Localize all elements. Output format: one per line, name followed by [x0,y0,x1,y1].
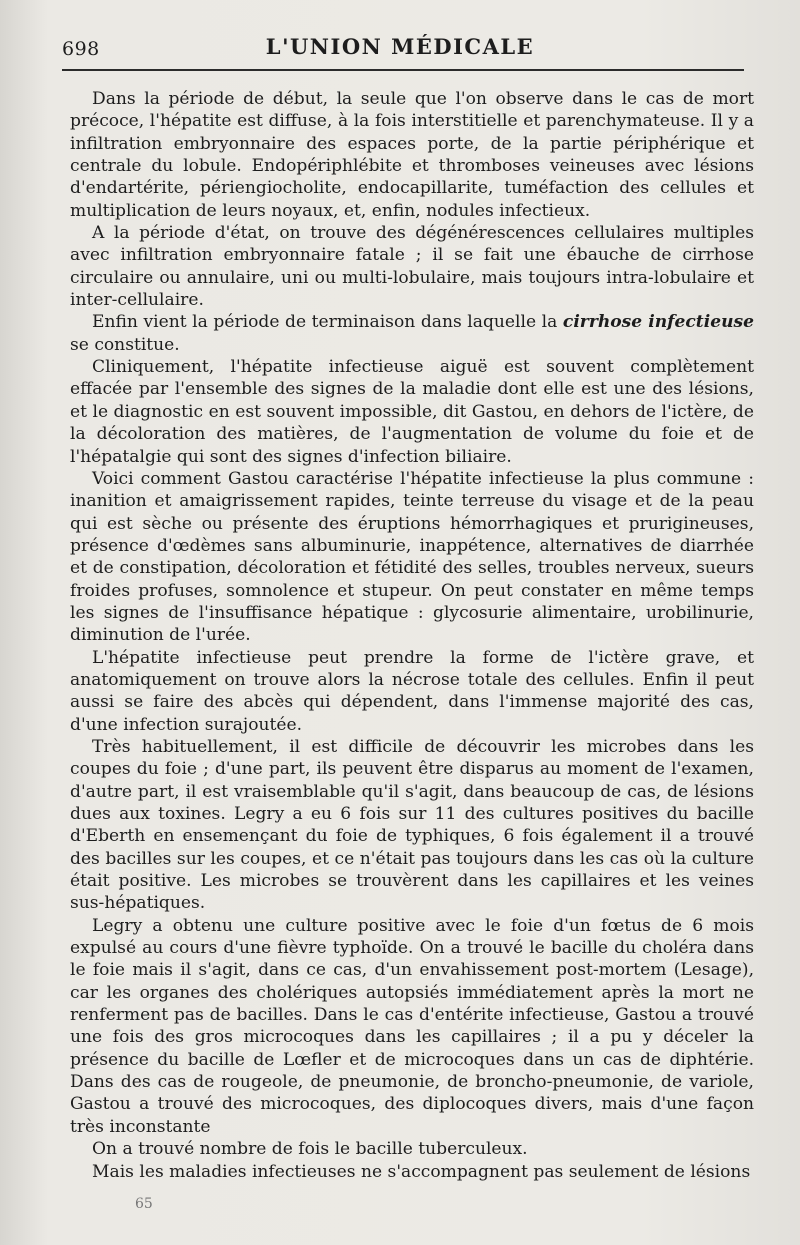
paragraph: Legry a obtenu une culture positive avec le foie d'un fœtus de 6 mois expulsé au cours d'une fièvre typhoïde. On a trouvé le bacille du choléra dans le foie mais il s'agit, dans ce cas, d'un envahissement post-mortem (Lesage), car les organes des cholériques autopsiés immédiatement après la mort ne renferment pas de bacilles. Dans le cas d'entérite infectieuse, Gastou a trouvé une fois des gros microcoques dans les capillaires ; il a pu y déceler la présence du bacille de Lœfler et de microcoques dans un cas de diphtérie. Dans des cas de rougeole, de pneumonie, de broncho-pneumonie, de variole, Gastou a trouvé des microcoques, des diplocoques divers, mais d'une façon très inconstante [70,915,754,1137]
paragraph: Mais les maladies infectieuses ne s'accompagnent pas seulement de lésions [92,1161,751,1182]
paragraph [70,311,754,356]
page-header [62,30,738,70]
paragraph-text: Enfin vient la période de terminaison dans laquelle la [92,312,563,333]
paragraph: A la période d'état, on trouve des dégénérescences cellulaires multiples avec infiltration embryonnaire fatale ; il se fait une ébauche de cirrhose circulaire ou annulaire, uni ou multi-lobulaire, mais toujours intra-lobulaire et inter-cellulaire. [70,223,754,311]
page-number: 698 [62,38,100,60]
header-rule [62,69,744,71]
paragraph: L'hépatite infectieuse peut prendre la forme de l'ictère grave, et anatomiquement on trouve alors la nécrose totale des cellules. Enfin il peut aussi se faire des abcès qui dépendent, dans l'immense majorité des cas, d'une infection surajoutée. [70,647,754,735]
emphasis-term: cirrhose infectieuse [562,312,754,333]
paragraph: Voici comment Gastou caractérise l'hépatite infectieuse la plus commune : inanition et amaigrissement rapides, teinte terreuse du visage et de la peau qui est sèche ou présente des éruptions hémorrhagiques et prurigineuses, présence d'œdèmes sans albuminurie, inappétence, alternatives de diarrhée et de constipation, décoloration et fétidité des selles, troubles nerveux, sueurs froides profuses, somnolence et stupeur. On peut constater en même temps les signes de l'insuffisance hépatique : glycosurie alimentaire, urobilinurie, diminution de l'urée. [70,468,754,646]
paragraph: Cliniquement, l'hépatite infectieuse aiguë est souvent complètement effacée par l'ensemble des signes de la maladie dont elle est une des lésions, et le diagnostic en est souvent impossible, dit Gastou, en dehors de l'ictère, de la décoloration des matières, de l'augmentation de volume du foie et de l'hépatalgie qui sont des signes d'infection biliaire. [70,357,754,467]
paragraph: Dans la période de début, la seule que l'on observe dans le cas de mort précoce, l'hépatite est diffuse, à la fois interstitielle et parenchymateuse. Il y a infiltration embryonnaire des espaces porte, de la partie périphérique et centrale du lobule. Endopériphlébite et thromboses veineuses avec lésions d'endartérite, périengiocholite, endocapillarite, tuméfaction des cellules et multiplication de leurs noyaux, et, enfin, nodules infectieux. [70,89,754,221]
paragraph-text: se constitue. [70,334,180,355]
running-title: L'UNION MÉDICALE [265,34,535,59]
paragraph: Très habituellement, il est difficile de découvrir les microbes dans les coupes du foie ; d'une part, ils peuvent être disparus au moment de l'examen, d'autre part, il est vraisemblable qu'il s'agit, dans beaucoup de cas, de lésions dues aux toxines. Legry a eu 6 fois sur 11 des cultures positives du bacille d'Eberth en ensemençant du foie de typhiques, 6 fois également il a trouvé des bacilles sur les coupes, et ce n'était pas toujours dans les cas où la culture était positive. Les microbes se trouvèrent dans les capillaires et les veines sus-hépatiques. [70,736,754,914]
body-text [70,88,754,1183]
signature-mark: 65 [135,1196,153,1212]
paragraph: On a trouvé nombre de fois le bacille tuberculeux. [92,1139,528,1160]
